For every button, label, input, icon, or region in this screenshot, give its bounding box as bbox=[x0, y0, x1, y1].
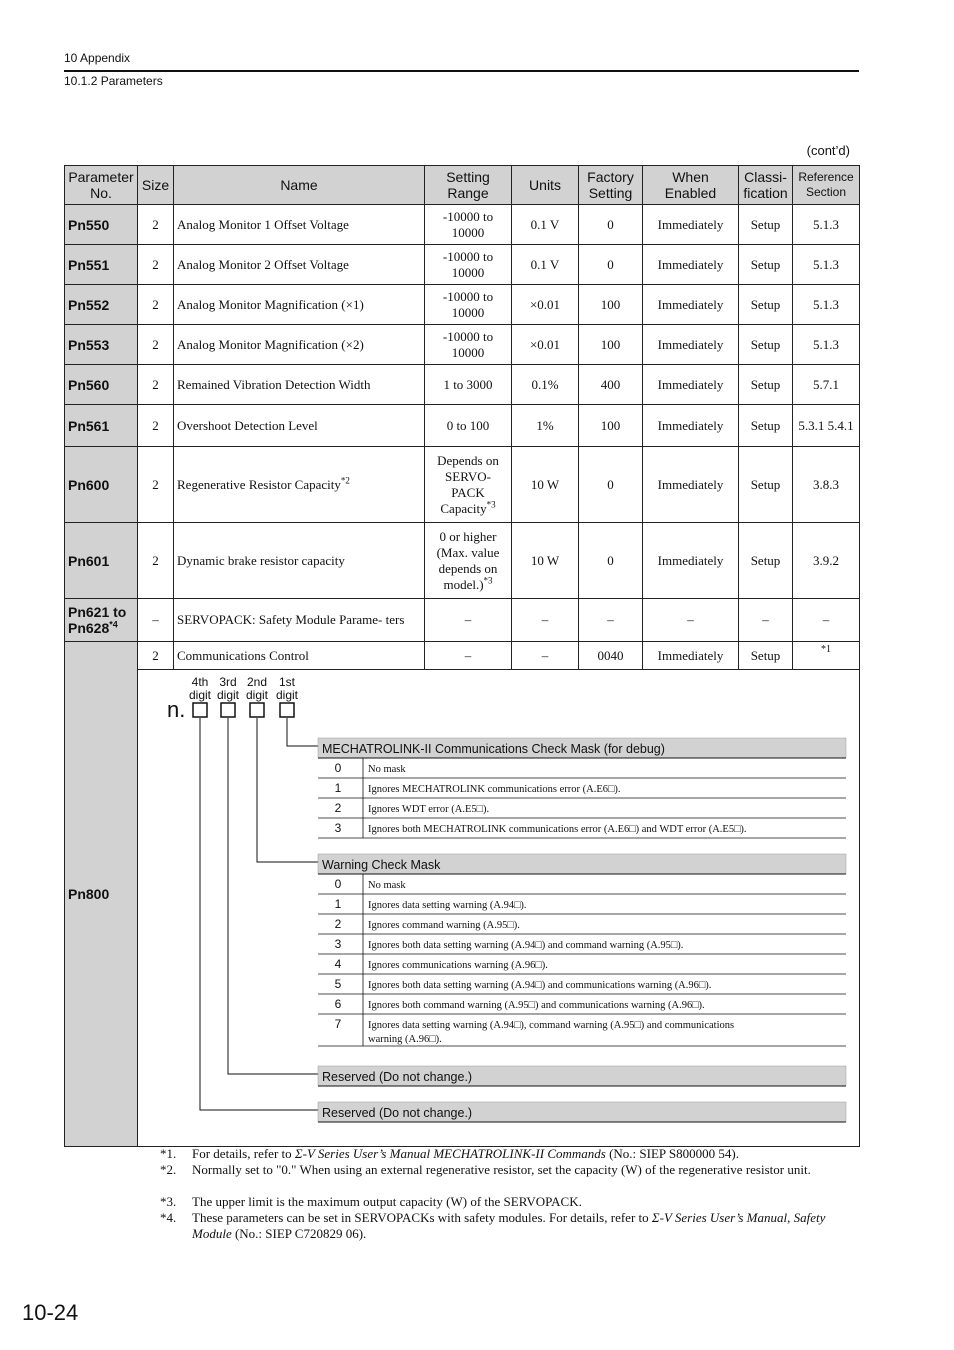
when-cell: Immediately bbox=[643, 325, 739, 365]
param-no-cell: Pn560 bbox=[65, 365, 138, 405]
param-no-cell: Pn553 bbox=[65, 325, 138, 365]
manual-title: Σ-V Series User’s Manual, Safety Module bbox=[192, 1210, 826, 1241]
manual-title: Σ-V Series User’s Manual MECHATROLINK-II Commands bbox=[294, 1146, 606, 1161]
option-text: Ignores communications warning (A.96□). bbox=[368, 960, 548, 971]
col-param-no: Parameter No. bbox=[65, 166, 138, 205]
factory-cell: 0040 bbox=[579, 642, 643, 670]
when-cell: Immediately bbox=[643, 205, 739, 245]
ref-cell: *1 bbox=[793, 642, 860, 670]
units-cell: 10 W bbox=[512, 447, 579, 523]
col-factory-setting: Factory Setting bbox=[579, 166, 643, 205]
classi-cell: Setup bbox=[739, 642, 793, 670]
classi-cell: Setup bbox=[739, 523, 793, 599]
option-value: 2 bbox=[334, 801, 342, 815]
table-row bbox=[65, 405, 860, 447]
range-cell: -10000 to 10000 bbox=[425, 205, 512, 245]
name-cell: Dynamic brake resistor capacity bbox=[174, 523, 425, 599]
size-cell: 2 bbox=[138, 285, 174, 325]
units-cell: – bbox=[512, 642, 579, 670]
units-cell: 0.1 V bbox=[512, 205, 579, 245]
table-header-row bbox=[65, 166, 860, 205]
size-cell: 2 bbox=[138, 365, 174, 405]
ref-cell: 5.7.1 bbox=[793, 365, 860, 405]
units-cell: – bbox=[512, 599, 579, 642]
option-text: No mask bbox=[368, 880, 406, 891]
option-text: Ignores both command warning (A.95□) and communications warning (A.96□). bbox=[368, 1000, 705, 1011]
digit-box bbox=[280, 703, 294, 717]
classi-cell: Setup bbox=[739, 405, 793, 447]
table-row bbox=[65, 245, 860, 285]
param-no-cell: Pn600 bbox=[65, 447, 138, 523]
header-rule bbox=[64, 70, 859, 72]
option-value: 1 bbox=[334, 781, 342, 795]
table-row bbox=[65, 523, 860, 599]
size-cell: 2 bbox=[138, 205, 174, 245]
name-cell: Communications Control bbox=[174, 642, 425, 670]
continued-label: (cont’d) bbox=[806, 143, 850, 158]
factory-cell: 100 bbox=[579, 325, 643, 365]
option-text: Ignores both data setting warning (A.94□) and communications warning (A.96□). bbox=[368, 980, 712, 991]
option-text: Ignores command warning (A.95□). bbox=[368, 920, 520, 931]
classi-cell: Setup bbox=[739, 285, 793, 325]
footnote-segment: (No.: SIEP C720829 06). bbox=[231, 1226, 367, 1241]
footnote-number: *2. bbox=[160, 1162, 177, 1177]
size-cell: 2 bbox=[138, 447, 174, 523]
factory-cell: 100 bbox=[579, 285, 643, 325]
when-cell: Immediately bbox=[643, 405, 739, 447]
connector-line bbox=[287, 718, 318, 746]
col-setting-range: Setting Range bbox=[425, 166, 512, 205]
footnote-segment: (No.: SIEP S800000 54). bbox=[605, 1146, 739, 1161]
n-prefix: n. bbox=[167, 697, 186, 722]
option-text: Ignores MECHATROLINK communications error (A.E6□). bbox=[368, 784, 621, 795]
footnote-text bbox=[192, 1194, 852, 1210]
pn800-diagram-row bbox=[65, 670, 860, 1147]
option-value: 7 bbox=[334, 1017, 342, 1031]
when-cell: Immediately bbox=[643, 365, 739, 405]
page-number: 10-24 bbox=[22, 1300, 79, 1325]
col-classification: Classi- fication bbox=[739, 166, 793, 205]
digit-label: 4th digit bbox=[188, 675, 212, 702]
classi-cell: Setup bbox=[739, 447, 793, 523]
when-cell: – bbox=[643, 599, 739, 642]
classi-cell: Setup bbox=[739, 205, 793, 245]
col-name: Name bbox=[174, 166, 425, 205]
option-value: 4 bbox=[334, 957, 342, 971]
ref-cell: 5.1.3 bbox=[793, 245, 860, 285]
name-cell: Regenerative Resistor Capacity$^{*2}$ bbox=[174, 447, 425, 523]
option-text: No mask bbox=[368, 764, 406, 775]
factory-cell: 400 bbox=[579, 365, 643, 405]
range-cell: -10000 to 10000 bbox=[425, 325, 512, 365]
param-no-cell: Pn561 bbox=[65, 405, 138, 447]
when-cell: Immediately bbox=[643, 523, 739, 599]
option-value: 5 bbox=[334, 977, 342, 991]
table-row-pn800 bbox=[65, 642, 860, 670]
when-cell: Immediately bbox=[643, 285, 739, 325]
footnote-ref: *3 bbox=[483, 575, 493, 586]
footnote-ref: *2 bbox=[340, 475, 350, 486]
digit-box bbox=[250, 703, 264, 717]
digit-box bbox=[193, 703, 207, 717]
size-cell: 2 bbox=[138, 523, 174, 599]
col-reference-section: Reference Section bbox=[793, 166, 860, 205]
option-value: 3 bbox=[334, 937, 342, 951]
col-size: Size bbox=[138, 166, 174, 205]
footnote-text bbox=[192, 1162, 852, 1178]
ref-cell: 5.3.1 5.4.1 bbox=[793, 405, 860, 447]
when-cell: Immediately bbox=[643, 447, 739, 523]
connector-line bbox=[200, 718, 318, 1110]
footnote-segment: These parameters can be set in SERVOPACKs with safety modules. For details, refer to bbox=[192, 1210, 652, 1225]
digit-diagram-cell bbox=[138, 670, 860, 1147]
footnote-text bbox=[192, 1146, 852, 1162]
footnote-number: *3. bbox=[160, 1194, 177, 1209]
digit-diagram bbox=[141, 670, 861, 1146]
factory-cell: 100 bbox=[579, 405, 643, 447]
units-cell: 0.1 V bbox=[512, 245, 579, 285]
ref-cell: 3.9.2 bbox=[793, 523, 860, 599]
footnote-text bbox=[192, 1210, 852, 1242]
ref-cell: 5.1.3 bbox=[793, 285, 860, 325]
param-no-cell: Pn552 bbox=[65, 285, 138, 325]
param-no-cell: Pn800 bbox=[65, 642, 138, 1147]
option-value: 3 bbox=[334, 821, 342, 835]
digit-label: 1st digit bbox=[275, 675, 299, 702]
name-cell: SERVOPACK: Safety Module Parame- ters bbox=[174, 599, 425, 642]
option-value: 0 bbox=[334, 761, 342, 775]
size-cell: 2 bbox=[138, 245, 174, 285]
ref-cell: 5.1.3 bbox=[793, 205, 860, 245]
size-cell: – bbox=[138, 599, 174, 642]
footnote-number: *1. bbox=[160, 1146, 177, 1161]
parameter-table bbox=[64, 165, 860, 1147]
footnote-number: *4. bbox=[160, 1210, 177, 1225]
range-cell: – bbox=[425, 599, 512, 642]
range-cell: Depends on SERVO- PACK Capacity$^{*3}$ bbox=[425, 447, 512, 523]
when-cell: Immediately bbox=[643, 245, 739, 285]
range-cell: -10000 to 10000 bbox=[425, 285, 512, 325]
factory-cell: 0 bbox=[579, 245, 643, 285]
name-cell: Analog Monitor 2 Offset Voltage bbox=[174, 245, 425, 285]
digit-box bbox=[221, 703, 235, 717]
range-cell: – bbox=[425, 642, 512, 670]
table-row bbox=[65, 599, 860, 642]
size-cell: 2 bbox=[138, 325, 174, 365]
param-no-cell: Pn550 bbox=[65, 205, 138, 245]
col-units: Units bbox=[512, 166, 579, 205]
chapter-header: 10 Appendix bbox=[64, 51, 131, 65]
factory-cell: – bbox=[579, 599, 643, 642]
option-text: Ignores WDT error (A.E5□). bbox=[368, 804, 490, 815]
footnote-ref: *4 bbox=[109, 619, 118, 630]
table-row bbox=[65, 285, 860, 325]
col-when-enabled: When Enabled bbox=[643, 166, 739, 205]
option-value: 1 bbox=[334, 897, 342, 911]
option-text: Ignores data setting warning (A.94□), command warning (A.95□) and communications warning (A.96□). bbox=[368, 1020, 735, 1045]
group-title: Warning Check Mask bbox=[322, 858, 441, 872]
group-title: Reserved (Do not change.) bbox=[322, 1070, 473, 1084]
units-cell: ×0.01 bbox=[512, 325, 579, 365]
ref-cell: 3.8.3 bbox=[793, 447, 860, 523]
option-text: Ignores data setting warning (A.94□). bbox=[368, 900, 527, 911]
classi-cell: Setup bbox=[739, 365, 793, 405]
factory-cell: 0 bbox=[579, 205, 643, 245]
range-cell: 0 to 100 bbox=[425, 405, 512, 447]
footnote-segment: Normally set to "0." When using an external regenerative resistor, set the capacity (W) of the regenerative resistor unit. bbox=[192, 1162, 811, 1177]
name-cell: Analog Monitor Magnification (×1) bbox=[174, 285, 425, 325]
digit-label: 3rd digit bbox=[216, 675, 240, 702]
param-no-cell: Pn551 bbox=[65, 245, 138, 285]
units-cell: 0.1% bbox=[512, 365, 579, 405]
units-cell: 1% bbox=[512, 405, 579, 447]
classi-cell: Setup bbox=[739, 325, 793, 365]
param-no-cell: Pn621 to Pn628$^{*4}$ bbox=[65, 599, 138, 642]
table-row bbox=[65, 365, 860, 405]
table-row bbox=[65, 325, 860, 365]
ref-cell: – bbox=[793, 599, 860, 642]
units-cell: 10 W bbox=[512, 523, 579, 599]
name-cell: Overshoot Detection Level bbox=[174, 405, 425, 447]
param-no-cell: Pn601 bbox=[65, 523, 138, 599]
name-cell: Remained Vibration Detection Width bbox=[174, 365, 425, 405]
option-text: Ignores both MECHATROLINK communications error (A.E6□) and WDT error (A.E5□). bbox=[368, 824, 747, 835]
group-title: Reserved (Do not change.) bbox=[322, 1106, 473, 1120]
footnote-segment: The upper limit is the maximum output capacity (W) of the SERVOPACK. bbox=[192, 1194, 582, 1209]
units-cell: ×0.01 bbox=[512, 285, 579, 325]
range-cell: 0 or higher (Max. value depends on model.)$^{*3}$ bbox=[425, 523, 512, 599]
section-header: 10.1.2 Parameters bbox=[64, 74, 163, 88]
factory-cell: 0 bbox=[579, 447, 643, 523]
option-text: Ignores both data setting warning (A.94□) and command warning (A.95□). bbox=[368, 940, 684, 951]
digit-label: 2nd digit bbox=[245, 675, 269, 702]
option-value: 6 bbox=[334, 997, 342, 1011]
range-cell: 1 to 3000 bbox=[425, 365, 512, 405]
footnote-ref: *3 bbox=[486, 499, 496, 510]
size-cell: 2 bbox=[138, 642, 174, 670]
name-cell: Analog Monitor Magnification (×2) bbox=[174, 325, 425, 365]
factory-cell: 0 bbox=[579, 523, 643, 599]
when-cell: Immediately bbox=[643, 642, 739, 670]
range-cell: -10000 to 10000 bbox=[425, 245, 512, 285]
classi-cell: Setup bbox=[739, 245, 793, 285]
ref-cell: 5.1.3 bbox=[793, 325, 860, 365]
size-cell: 2 bbox=[138, 405, 174, 447]
classi-cell: – bbox=[739, 599, 793, 642]
connector-line bbox=[228, 718, 318, 1074]
option-value: 0 bbox=[334, 877, 342, 891]
name-cell: Analog Monitor 1 Offset Voltage bbox=[174, 205, 425, 245]
option-value: 2 bbox=[334, 917, 342, 931]
table-row bbox=[65, 447, 860, 523]
group-title: MECHATROLINK-II Communications Check Mask (for debug) bbox=[322, 742, 665, 756]
footnote-segment: For details, refer to bbox=[192, 1146, 295, 1161]
table-row bbox=[65, 205, 860, 245]
